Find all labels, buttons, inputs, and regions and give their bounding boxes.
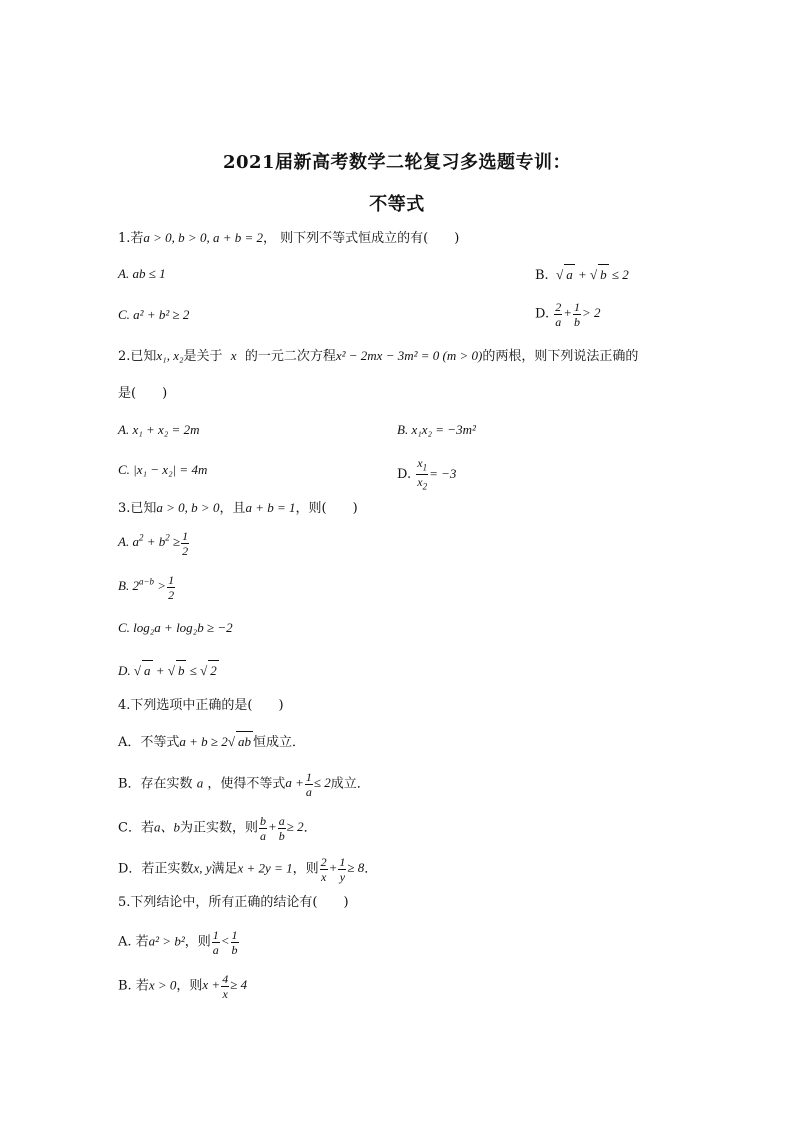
question-4-option-b: B．存在实数 a ，使得不等式a + $\frac{1}{a}$ ≤ 2成立． (118, 770, 370, 799)
question-4-option-c: C．若a、b为正实数，则 $\frac{b}{a}$ + $\frac{a}{b}$ ≥ 2． (118, 814, 317, 843)
question-1-option-d-expr: $\frac{2}{a}$ + $\frac{1}{b}$ > 2 (555, 300, 601, 329)
question-3-option-d: D. √ a + √ b ≤ √ 2 (118, 660, 219, 682)
question-1-condition: a > 0, b > 0, a + b = 2 (143, 230, 263, 245)
question-2-roots: x₁, x₂ (156, 348, 184, 363)
page-title: 2021届新高考数学二轮复习多选题专训： (222, 152, 572, 173)
question-2-stem-continued: 是( ) (118, 386, 168, 401)
question-4-option-d: D．若正实数x, y满足x + 2y = 1，则 $\frac{2}{x}$ + $\frac{1}{y}$ ≥ 8． (118, 855, 378, 884)
question-4-stem: 4.下列选项中正确的是( ) (118, 698, 284, 713)
question-1-stem: 1.若a > 0, b > 0, a + b = 2， 则下列不等式恒成立的有( ) (118, 230, 460, 246)
question-3-condition-1: a > 0, b > 0 (156, 500, 220, 515)
question-3-stem: 3.已知a > 0, b > 0，且a + b = 1，则( ) (118, 500, 358, 516)
question-2-option-b: B. x₁x₂ = −3m² (397, 422, 476, 437)
question-1-option-b-expr: √ a + √ b ≤ 2 (553, 267, 629, 282)
question-2-option-a: A. x₁ + x₂ = 2m (118, 422, 200, 437)
question-3-option-b: B. $2^{a-b}$ > $\frac{1}{2}$ (118, 572, 175, 602)
question-4-option-a: A．不等式a + b ≥ 2√ ab 恒成立． (118, 731, 305, 753)
question-2-option-d-expr: $\frac{x_1}{x_2}$ = −3 (417, 456, 457, 492)
question-2-equation: x² − 2mx − 3m² = 0 (m > 0) (335, 348, 483, 363)
question-5-stem: 5.下列结论中，所有正确的结论有( ) (118, 895, 349, 910)
question-1-option-d: D. $\frac{2}{a}$ + $\frac{1}{b}$ > 2 (535, 300, 601, 329)
question-1-option-c: C. a² + b² ≥ 2 (118, 307, 190, 322)
question-1-option-b: B. √ a + √ b ≤ 2 (535, 264, 629, 286)
question-2-option-d: D. $\frac{x_1}{x_2}$ = −3 (397, 456, 457, 492)
question-5-option-b: B. 若x > 0，则x + $\frac{4}{x}$ ≥ 4 (118, 972, 248, 1001)
question-3-option-a: A. $a^2 + b^2$ ≥ $\frac{1}{2}$ (118, 528, 189, 558)
question-2-variable: x (230, 348, 237, 363)
question-2-option-c: C. |x₁ − x₂| = 4m (118, 462, 208, 477)
question-3-condition-2: a + b = 1 (245, 500, 296, 515)
question-1-option-a: A. ab ≤ 1 (118, 266, 166, 281)
question-3-option-c: C. log₂a + log₂b ≥ −2 (118, 620, 233, 635)
page-subtitle: 不等式 (369, 194, 425, 215)
question-5-option-a: A. 若a² > b²，则 $\frac{1}{a}$ < $\frac{1}{b}$ (118, 928, 238, 957)
question-2-stem: 2.已知x₁, x₂是关于 x 的一元二次方程x² − 2mx − 3m² = 0 (m > 0)的两根，则下列说法正确的 (118, 348, 639, 364)
